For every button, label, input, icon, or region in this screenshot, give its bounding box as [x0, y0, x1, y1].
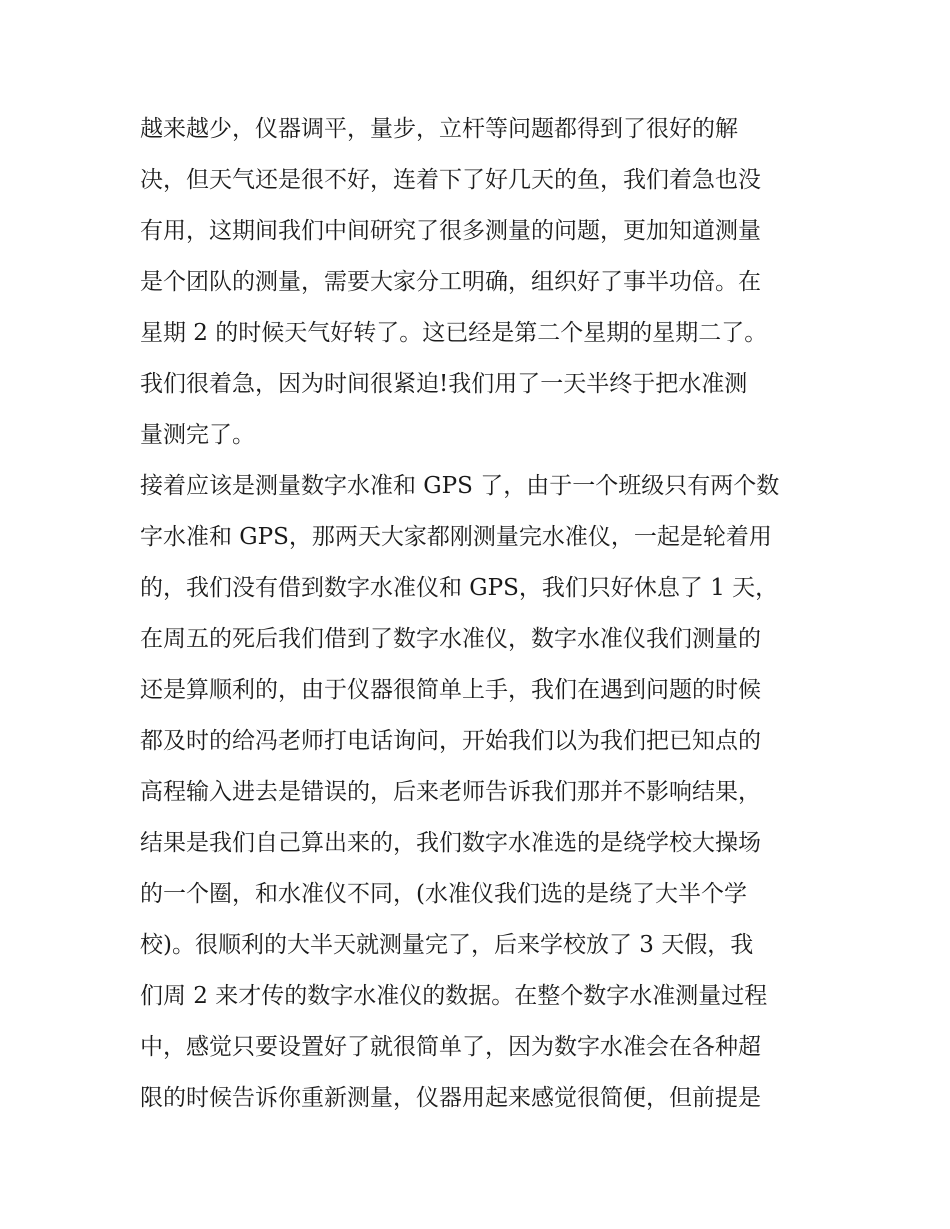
text-line: 星期 2 的时候天气好转了。这已经是第二个星期的星期二了。 [140, 320, 768, 346]
text-line: 在周五的死后我们借到了数字水准仪，数字水准仪我们测量的 [140, 626, 761, 652]
text-line: 的，我们没有借到数字水准仪和 GPS，我们只好休息了 1 天， [140, 575, 779, 601]
text-line: 限的时候告诉你重新测量，仪器用起来感觉很简便，但前提是 [140, 1085, 761, 1111]
text-line: 有用，这期间我们中间研究了很多测量的问题，更加知道测量 [140, 218, 761, 244]
text-line: 我们很着急，因为时间很紧迫!我们用了一天半终于把水准测 [140, 371, 748, 397]
text-line: 量测完了。 [140, 422, 255, 448]
text-line: 是个团队的测量，需要大家分工明确，组织好了事半功倍。在 [140, 269, 761, 295]
text-line: 结果是我们自己算出来的，我们数字水准选的是绕学校大操场 [140, 830, 761, 856]
text-line: 校)。很顺利的大半天就测量完了，后来学校放了 3 天假，我 [140, 932, 754, 958]
text-line: 都及时的给冯老师打电话询问，开始我们以为我们把已知点的 [140, 728, 761, 754]
text-line: 中，感觉只要设置好了就很简单了，因为数字水准会在各种超 [140, 1034, 761, 1060]
text-line: 的一个圈，和水准仪不同，(水准仪我们选的是绕了大半个学 [140, 881, 747, 907]
text-line: 决，但天气还是很不好，连着下了好几天的鱼，我们着急也没 [140, 167, 761, 193]
text-line: 们周 2 来才传的数字水准仪的数据。在整个数字水准测量过程 [140, 983, 768, 1009]
document-body [140, 104, 812, 1124]
text-line: 越来越少，仪器调平，量步，立杆等问题都得到了很好的解 [140, 116, 738, 142]
text-line: 字水准和 GPS，那两天大家都刚测量完水准仪，一起是轮着用 [140, 524, 772, 550]
text-line: 接着应该是测量数字水准和 GPS 了，由于一个班级只有两个数 [140, 473, 780, 499]
text-line: 还是算顺利的，由于仪器很简单上手，我们在遇到问题的时候 [140, 677, 761, 703]
text-line: 高程输入进去是错误的，后来老师告诉我们那并不影响结果， [140, 779, 761, 805]
